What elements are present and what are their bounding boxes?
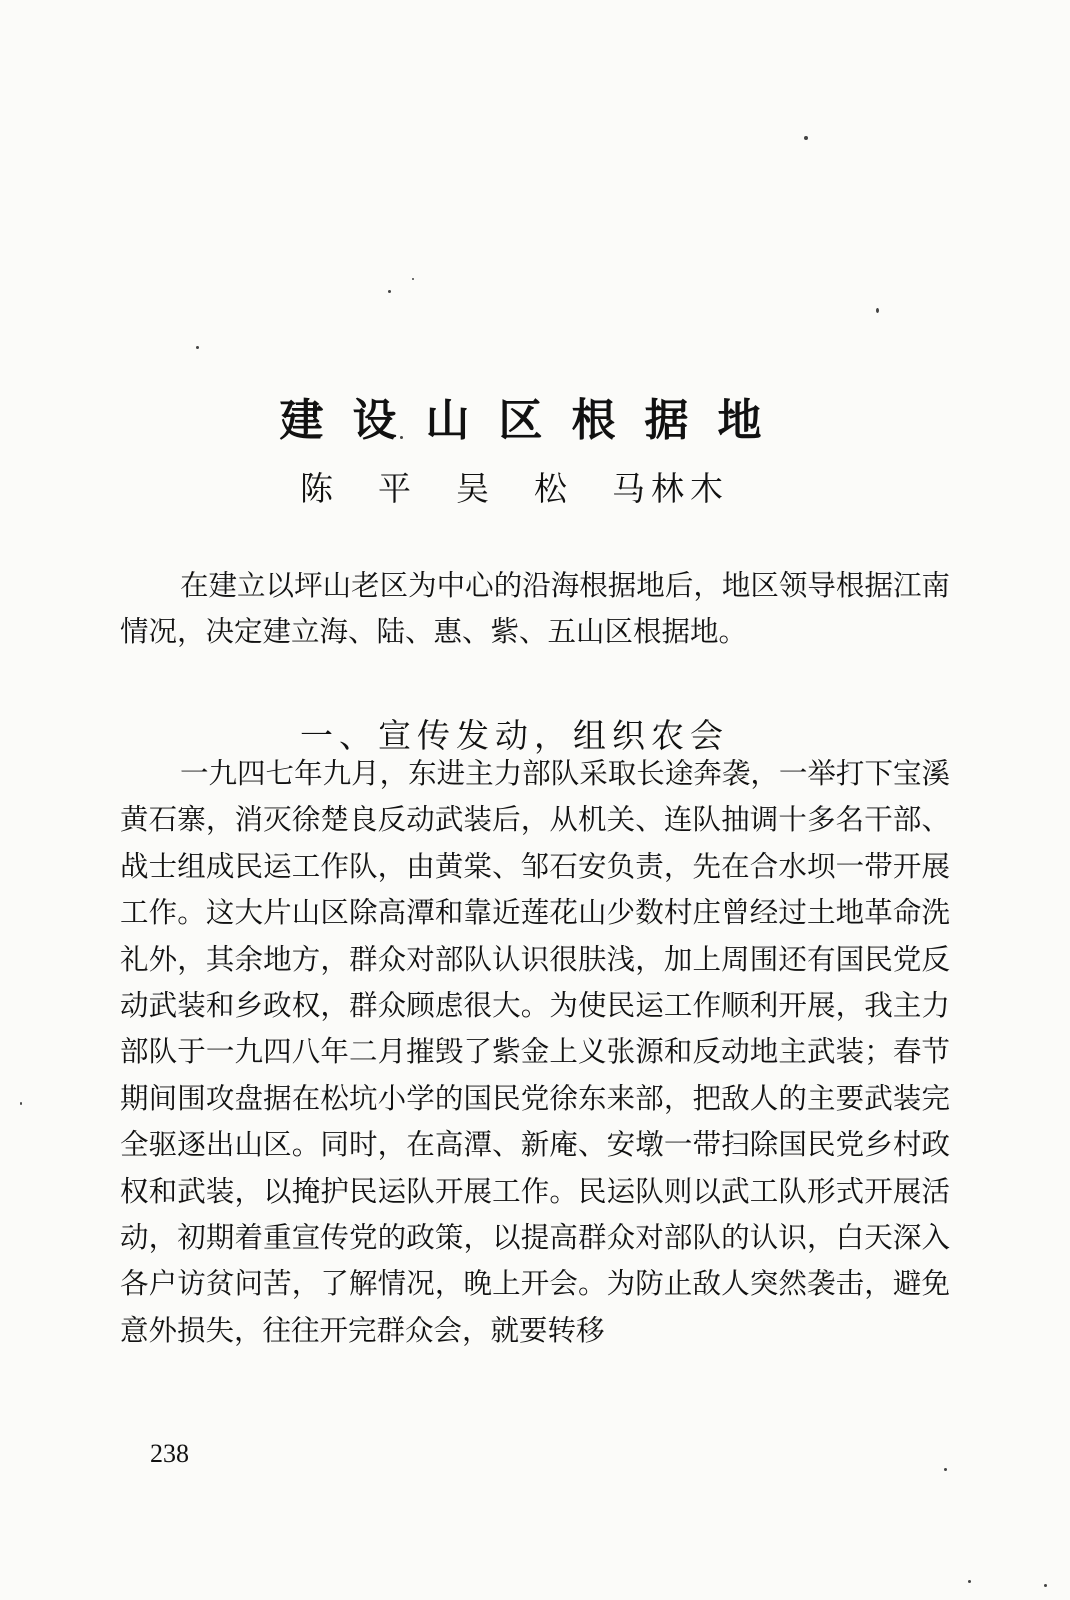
page-number: 238: [150, 1439, 189, 1468]
scan-speck: [968, 1580, 971, 1583]
article-title: 建设山区根据地: [279, 395, 791, 447]
article-authors: 陈 平 吴 松 马林木: [300, 469, 729, 508]
scan-speck: [20, 1102, 22, 1105]
scan-speck: [1044, 1584, 1047, 1587]
section-heading: 一、宣传发动，组织农会: [300, 716, 729, 756]
scan-speck: [804, 136, 808, 140]
scan-speck: [412, 278, 414, 280]
intro-paragraph: 在建立以坪山老区为中心的沿海根据地后，地区领导根据江南情况，决定建立海、陆、惠、紫、五山区根据地。: [120, 569, 950, 649]
body-paragraph: 一九四七年九月，东进主力部队采取长途奔袭，一举打下宝溪黄石寨，消灭徐楚良反动武装后，从机关、连队抽调十多名干部、战士组成民运工作队，由黄棠、邹石安负责，先在合水坝一带开展工作。这大片山区除高潭和靠近莲花山少数村庄曾经过土地革命洗礼外，其余地方，群众对部队认识很肤浅，加上周围还有国民党反动武装和乡政权，群众顾虑很大。为使民运工作顺利开展，我主力部队于一九四八年二月摧毁了紫金上义张源和反动地主武装；春节期间围攻盘据在松坑小学的国民党徐东来部，把敌人的主要武装完全驱逐出山区。同时，在高潭、新庵、安墩一带扫除国民党乡村政权和武装，以掩护民运队开展工作。民运队则以武工队形式开展活动，初期着重宣传党的政策，以提高群众对部队的认识，白天深入各户访贫问苦，了解情况，晚上开会。为防止敌人突然袭击，避免意外损失，往往开完群众会，就要转移: [120, 757, 950, 1347]
scan-speck: [876, 308, 879, 313]
scan-speck: [196, 346, 199, 349]
scan-speck: [944, 1468, 947, 1471]
scan-speck: [388, 290, 391, 293]
